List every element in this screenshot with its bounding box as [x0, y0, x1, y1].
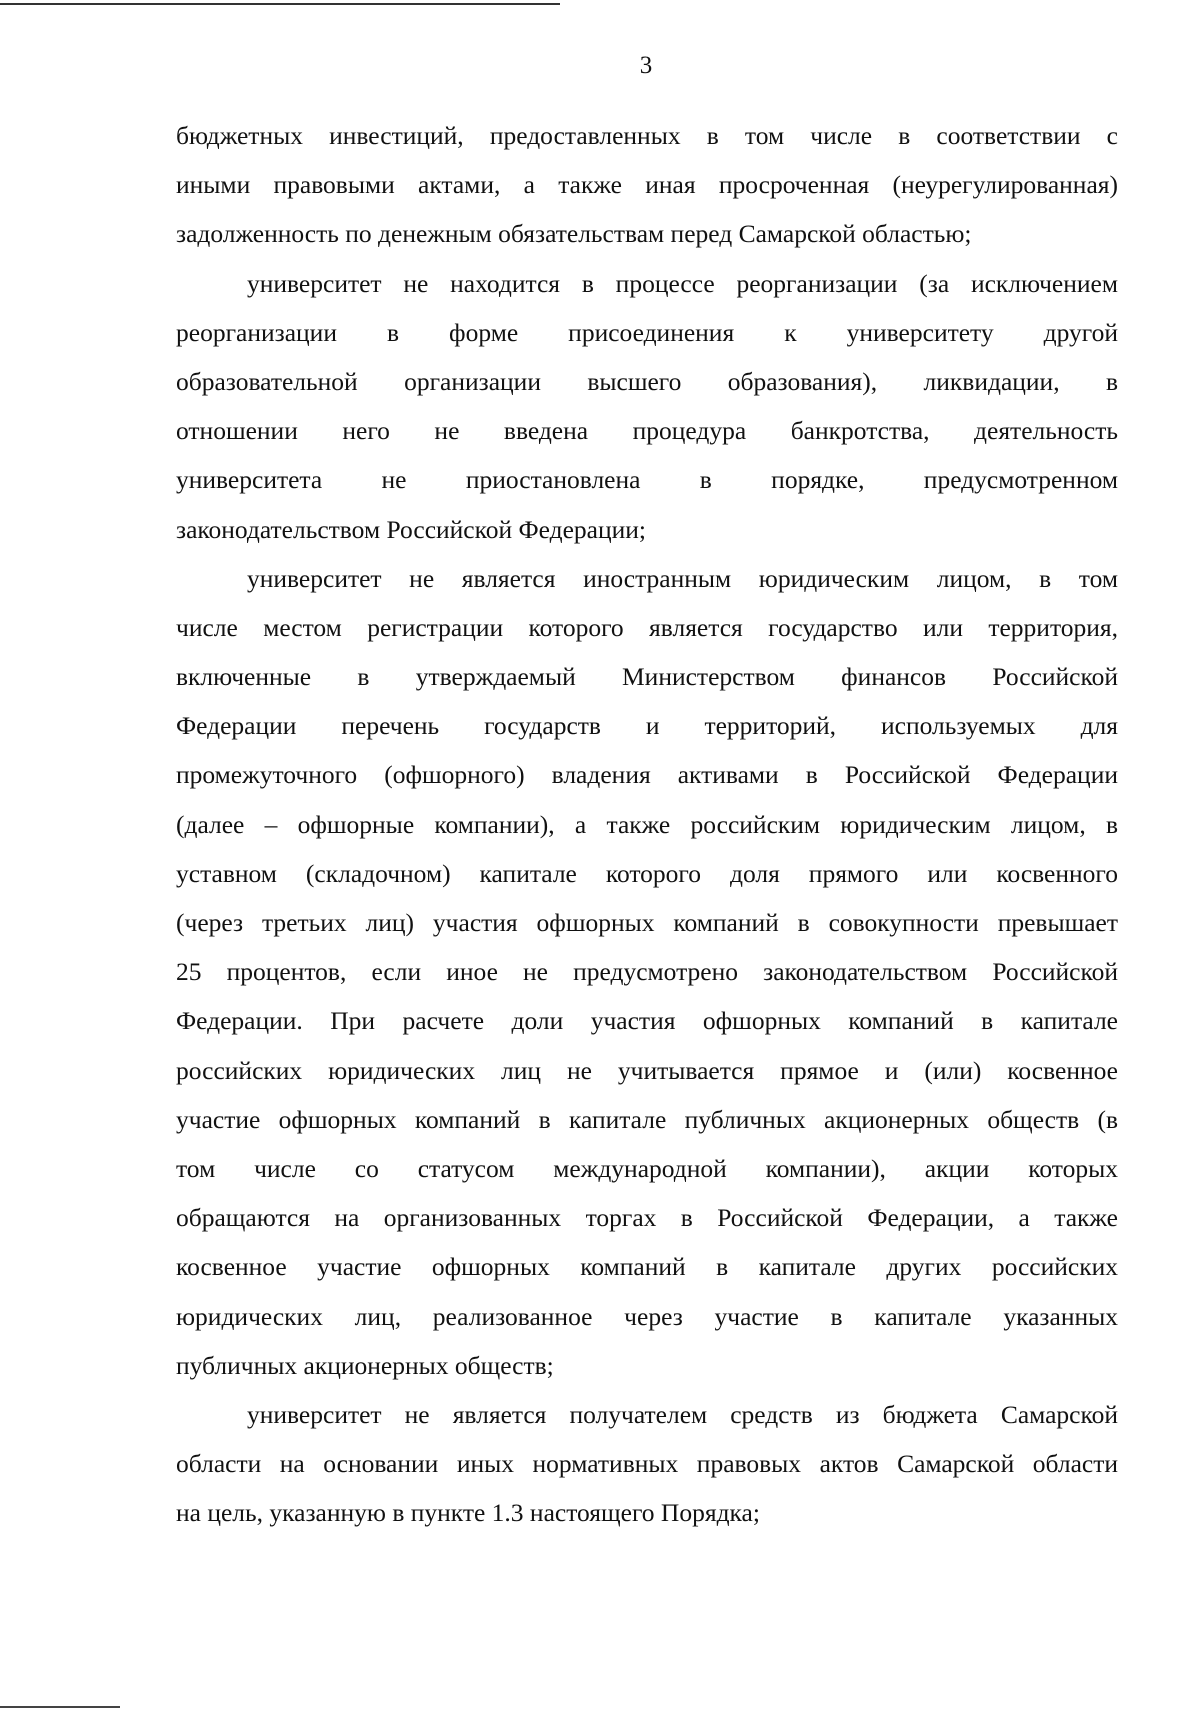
- text-line: Федерации перечень государств и территорий, используемых для: [176, 711, 1118, 741]
- scan-edge-line-bottom: [0, 1706, 120, 1708]
- text-line: российских юридических лиц не учитывается прямое и (или) косвенное: [176, 1055, 1118, 1085]
- text-line: Федерации. При расчете доли участия офшорных компаний в капитале: [176, 1006, 1118, 1036]
- text-line: университет не является иностранным юридическим лицом, в том: [247, 563, 1118, 593]
- text-line: задолженность по денежным обязательствам перед Самарской областью;: [176, 219, 972, 249]
- text-line: университет не является получателем средств из бюджета Самарской: [247, 1399, 1118, 1429]
- text-line: том числе со статусом международной компании), акции которых: [176, 1153, 1118, 1183]
- text-line: бюджетных инвестиций, предоставленных в том числе в соответствии с: [176, 121, 1118, 150]
- text-line: на цель, указанную в пункте 1.3 настоящего Порядка;: [176, 1498, 760, 1528]
- text-line: области на основании иных нормативных правовых актов Самарской области: [176, 1449, 1118, 1479]
- text-line: университет не находится в процессе реорганизации (за исключением: [247, 268, 1118, 298]
- text-line: юридических лиц, реализованное через участие в капитале указанных: [176, 1301, 1118, 1331]
- text-line: образовательной организации высшего образования), ликвидации, в: [176, 366, 1118, 396]
- text-line: косвенное участие офшорных компаний в капитале других российских: [176, 1252, 1118, 1282]
- paragraph: [176, 259, 1118, 554]
- text-line: (через третьих лиц) участия офшорных компаний в совокупности превышает: [176, 908, 1118, 937]
- text-line: участие офшорных компаний в капитале публичных акционерных обществ (в: [176, 1104, 1118, 1134]
- page-number: 3: [639, 52, 653, 79]
- text-line: законодательством Российской Федерации;: [176, 514, 647, 544]
- text-line: реорганизации в форме присоединения к университету другой: [176, 317, 1118, 347]
- paragraph: [176, 1390, 1118, 1538]
- paragraph: [176, 111, 1118, 259]
- text-line: университета не приостановлена в порядке, предусмотренном: [176, 465, 1118, 495]
- text-line: промежуточного (офшорного) владения активами в Российской Федерации: [176, 760, 1118, 790]
- text-line: отношении него не введена процедура банкротства, деятельность: [176, 416, 1118, 446]
- text-line: публичных акционерных обществ;: [176, 1350, 554, 1380]
- paragraph: [176, 554, 1118, 1390]
- text-line: числе местом регистрации которого является государство или территория,: [176, 612, 1118, 642]
- text-line: уставном (складочном) капитале которого доля прямого или косвенного: [176, 858, 1118, 888]
- scan-edge-line-top: [0, 3, 560, 5]
- text-line: 25 процентов, если иное не предусмотрено законодательством Российской: [176, 957, 1118, 987]
- text-line: включенные в утверждаемый Министерством финансов Российской: [176, 662, 1118, 692]
- document-body: [176, 111, 1118, 1537]
- text-line: обращаются на организованных торгах в Российской Федерации, а также: [176, 1203, 1118, 1233]
- text-line: (далее – офшорные компании), а также российским юридическим лицом, в: [176, 809, 1118, 839]
- text-line: иными правовыми актами, а также иная просроченная (неурегулированная): [176, 170, 1118, 200]
